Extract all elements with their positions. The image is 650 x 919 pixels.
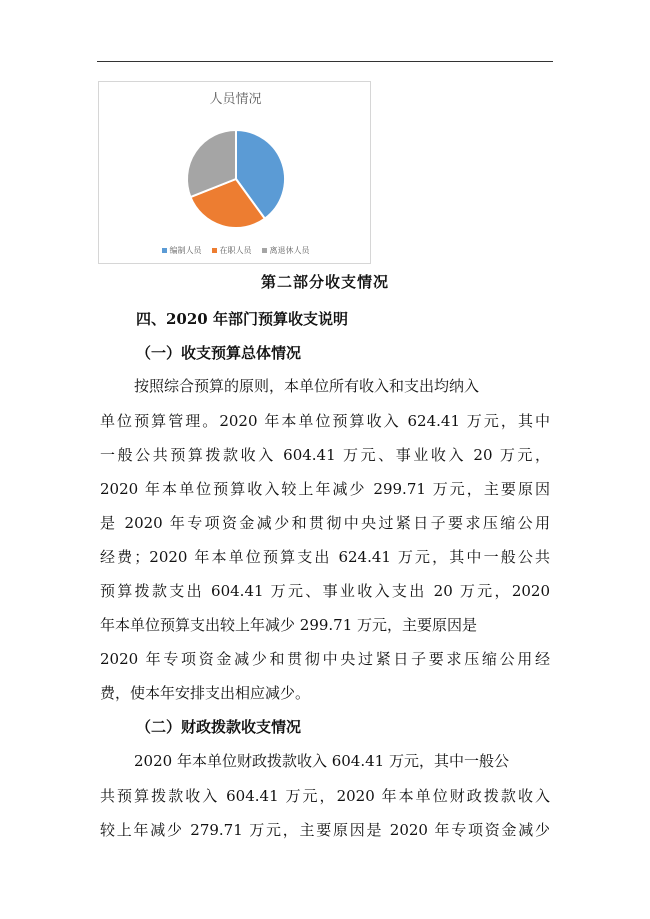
paragraph-line: 按照综合预算的原则，本单位所有收入和支出均纳入 xyxy=(134,377,480,395)
legend-label: 在职人员 xyxy=(219,246,252,255)
legend-swatch xyxy=(162,248,167,253)
subsection-one-heading: （一）收支预算总体情况 xyxy=(136,344,302,362)
pie-svg xyxy=(99,82,372,265)
part-two-heading: 第二部分收支情况 xyxy=(260,273,389,291)
paragraph-line: 2020 年本单位财政拨款收入 604.41 万元，其中一般公 xyxy=(134,752,509,770)
legend-label: 编制人员 xyxy=(169,246,202,255)
paragraph-line: 费，使本年安排支出相应减少。 xyxy=(100,684,311,702)
legend-label: 离退休人员 xyxy=(269,246,310,255)
header-rule xyxy=(97,61,553,62)
legend-item-bianzhi xyxy=(162,245,202,256)
paragraph-line: 2020 年专项资金减少和贯彻中央过紧日子要求压缩公用经 xyxy=(100,650,550,668)
paragraph-line: 共预算拨款收入 604.41 万元，2020 年本单位财政拨款收入 xyxy=(100,787,550,805)
paragraph-line: 年本单位预算支出较上年减少 299.71 万元，主要原因是 xyxy=(100,616,478,634)
subsection-two-heading: （二）财政拨款收支情况 xyxy=(136,718,302,736)
paragraph-line: 是 2020 年专项资金减少和贯彻中央过紧日子要求压缩公用 xyxy=(100,514,550,532)
paragraph-line: 一般公共预算拨款收入 604.41 万元、事业收入 20 万元， xyxy=(100,446,550,464)
paragraph-line: 单位预算管理。2020 年本单位预算收入 624.41 万元，其中 xyxy=(100,412,550,430)
section-four-heading: 四、2020 年部门预算收支说明 xyxy=(136,310,348,328)
legend-swatch xyxy=(212,248,217,253)
chart-title: 人员情况 xyxy=(209,92,262,107)
legend-item-zaizhi xyxy=(212,245,252,256)
paragraph-line: 2020 年本单位预算收入较上年减少 299.71 万元，主要原因 xyxy=(100,480,550,498)
paragraph-line: 预算拨款支出 604.41 万元、事业收入支出 20 万元，2020 xyxy=(100,582,550,600)
legend-item-tuixiu xyxy=(262,245,310,256)
chart-legend xyxy=(99,245,372,256)
legend-swatch xyxy=(262,248,267,253)
paragraph-line: 较上年减少 279.71 万元，主要原因是 2020 年专项资金减少 xyxy=(100,821,550,839)
paragraph-line: 经费；2020 年本单位预算支出 624.41 万元，其中一般公共 xyxy=(100,548,550,566)
personnel-pie-chart xyxy=(98,81,371,264)
